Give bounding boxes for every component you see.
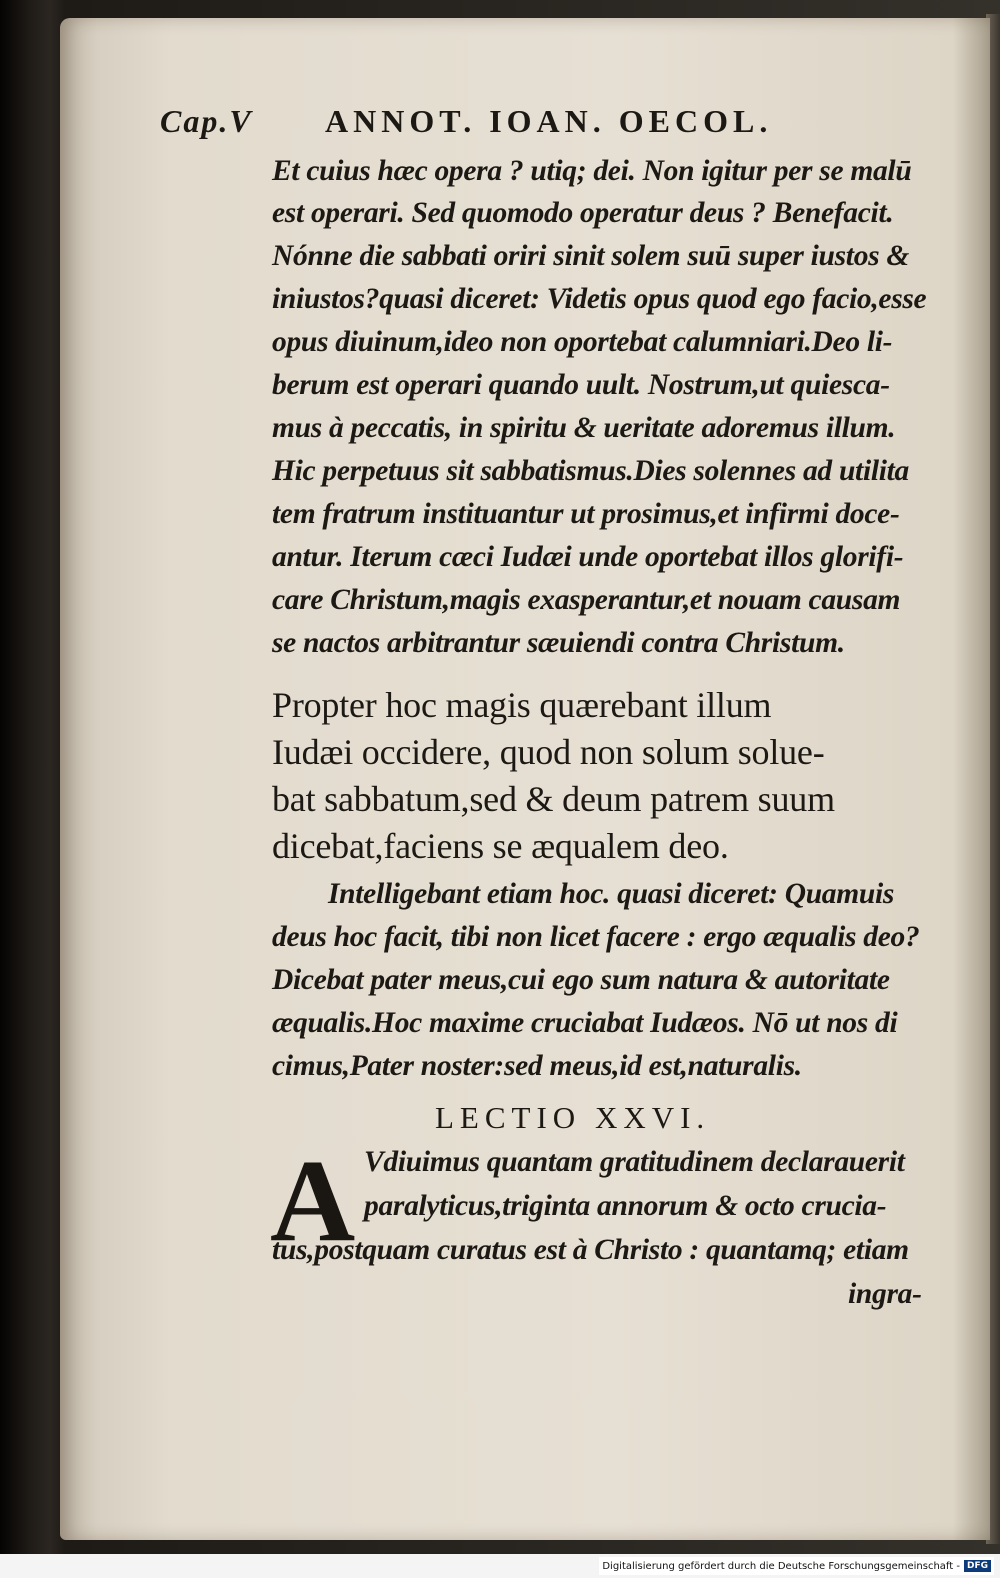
lemma-line: Iudæi occidere, quod non solum solue- <box>272 732 825 772</box>
commentary-line: Nónne die sabbati oriri sinit solem suū super iustos & <box>272 240 910 272</box>
funding-text: Digitalisierung gefördert durch die Deutsche Forschungsgemeinschaft - <box>602 1560 960 1572</box>
commentary-line: Dicebat pater meus,cui ego sum natura & autoritate <box>272 964 890 996</box>
commentary-line: æqualis.Hoc maxime cruciabat Iudæos. Nō ut nos di <box>272 1007 898 1039</box>
lectio-line: paralyticus,triginta annorum & octo crucia- <box>364 1190 887 1222</box>
lemma-line: dicebat,faciens se æqualem deo. <box>272 826 729 866</box>
dfg-logo-icon: DFG <box>964 1560 991 1572</box>
running-title: ANNOT. IOAN. OECOL. <box>325 103 773 139</box>
commentary-line: Hic perpetuus sit sabbatismus.Dies solennes ad utilita <box>272 455 909 487</box>
commentary-line: se nactos arbitrantur sæuiendi contra Christum. <box>272 627 845 659</box>
lectio-heading: LECTIO XXVI. <box>435 1100 711 1135</box>
commentary-line: iniustos?quasi diceret: Videtis opus quod ego facio,esse <box>272 283 927 315</box>
commentary-line: Intelligebant etiam hoc. quasi diceret: Quamuis <box>328 878 895 910</box>
lemma-line: bat sabbatum,sed & deum patrem suum <box>272 779 835 819</box>
commentary-line: antur. Iterum cæci Iudæi unde oportebat illos glorifi- <box>272 541 904 573</box>
commentary-line: mus à peccatis, in spiritu & ueritate adoremus illum. <box>272 412 896 444</box>
funding-footer <box>599 1557 994 1575</box>
lectio-line: tus,postquam curatus est à Christo : quantamq; etiam <box>272 1234 909 1266</box>
drop-cap-initial: A <box>270 1135 356 1266</box>
commentary-line: cimus,Pater noster:sed meus,id est,naturalis. <box>272 1050 802 1082</box>
running-head <box>160 103 773 140</box>
commentary-line: Et cuius hæc opera ? utiq; dei. Non igitur per se malū <box>272 155 912 187</box>
commentary-line: est operari. Sed quomodo operatur deus ? Benefacit. <box>272 197 894 229</box>
commentary-line: berum est operari quando uult. Nostrum,ut quiesca- <box>272 369 890 401</box>
catchword: ingra- <box>848 1278 922 1310</box>
lectio-line: Vdiuimus quantam gratitudinem declarauerit <box>364 1146 905 1178</box>
commentary-line: care Christum,magis exasperantur,et nouam causam <box>272 584 901 616</box>
chapter-label: Cap.V <box>160 103 253 139</box>
commentary-line: deus hoc facit, tibi non licet facere : ergo æqualis deo? <box>272 921 920 953</box>
commentary-line: tem fratrum instituantur ut prosimus,et infirmi doce- <box>272 498 900 530</box>
lemma-line: Propter hoc magis quærebant illum <box>272 685 772 725</box>
commentary-line: opus diuinum,ideo non oportebat calumniari.Deo li- <box>272 326 893 358</box>
